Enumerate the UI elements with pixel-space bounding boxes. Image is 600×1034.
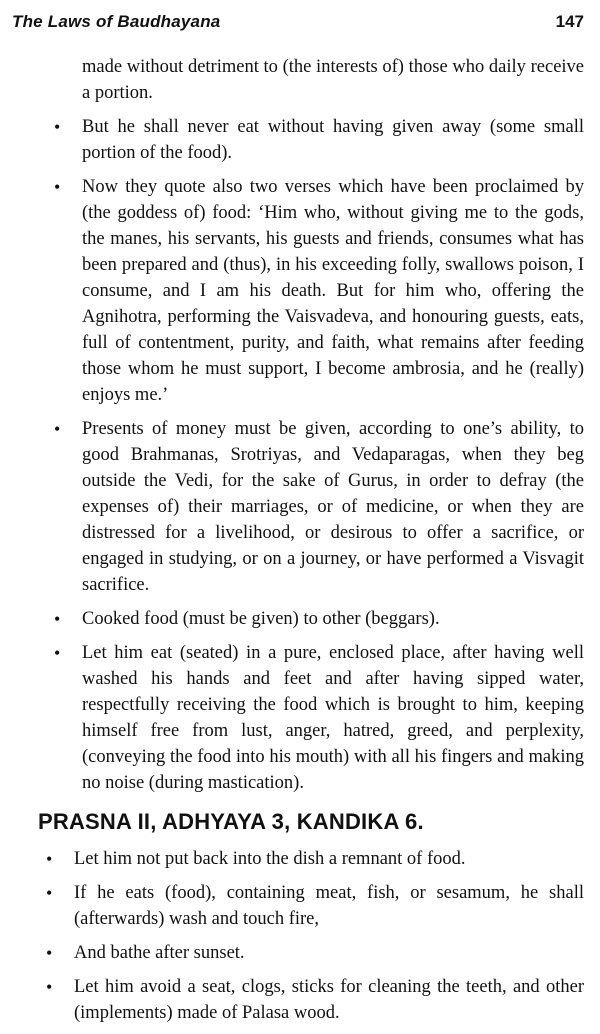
paragraph-continuation (50, 54, 584, 106)
paragraph-text: made without detriment to (the interests of) those who daily receive a portion. (82, 57, 584, 103)
paragraph-text: Now they quote also two verses which have been proclaimed by (the goddess of) food: ‘Him who, without giving me to the gods, the manes, his servants, his guests and friends, consumes what has been prepared and (thus), in his exceeding folly, swallows poison, I consume, and I am his death. But for him who, offering the Agnihotra, performing the Vaisvadeva, and honouring guests, eats, full of contentment, purity, and faith, what remains after feeding those whom he must support, I become ambrosia, and he (really) enjoys me.’ (82, 177, 584, 405)
bullet-marker: • (46, 977, 53, 997)
paragraph-text: And bathe after sunset. (74, 943, 245, 963)
bulleted-paragraph (46, 846, 584, 872)
bulleted-paragraph (50, 416, 584, 598)
bulleted-paragraph (50, 606, 584, 632)
paragraph-text: Presents of money must be given, according to one’s ability, to good Brahmanas, Srotriyas, and Vedaparagas, when they beg outside the Vedi, for the sake of Gurus, in order to defray (the expenses of) their marriages, or of medicine, or when they are distressed for a livelihood, or desirous to offer a sacrifice, or engaged in studying, or on a journey, or have performed a Visvagit sacrifice. (82, 419, 584, 595)
bullet-marker: • (46, 849, 53, 869)
bulleted-paragraph (50, 174, 584, 408)
paragraph-text: Let him avoid a seat, clogs, sticks for cleaning the teeth, and other (implements) made of Palasa wood. (74, 977, 584, 1023)
bulleted-paragraph (50, 114, 584, 166)
bullet-marker: • (54, 117, 61, 137)
bulleted-paragraph (46, 880, 584, 932)
running-header (12, 12, 584, 42)
bulleted-paragraph (46, 940, 584, 966)
bullet-marker: • (54, 609, 61, 629)
paragraph-text: Cooked food (must be given) to other (beggars). (82, 609, 440, 629)
bullet-marker: • (54, 177, 61, 197)
bullet-marker: • (54, 419, 61, 439)
bullet-marker: • (46, 883, 53, 903)
paragraph-text: But he shall never eat without having given away (some small portion of the food). (82, 117, 584, 163)
bulleted-paragraph (46, 974, 584, 1026)
bulleted-paragraph (50, 640, 584, 796)
bullet-marker: • (54, 643, 61, 663)
section-body (46, 846, 584, 1026)
paragraph-text: Let him not put back into the dish a remnant of food. (74, 849, 466, 869)
section-heading: PRASNA II, ADHYAYA 3, KANDIKA 6. (38, 809, 424, 834)
running-title: The Laws of Baudhayana (12, 12, 221, 31)
page-number: 147 (555, 12, 584, 31)
paragraph-text: If he eats (food), containing meat, fish, or sesamum, he shall (afterwards) wash and touch fire, (74, 883, 584, 929)
bullet-marker: • (46, 943, 53, 963)
page-body (38, 54, 584, 1034)
paragraph-text: Let him eat (seated) in a pure, enclosed place, after having well washed his hands and feet and after having sipped water, respectfully receiving the food which is brought to him, keeping himself free from lust, anger, hatred, greed, and perplexity, (conveying the food into his mouth) with all his fingers and making no noise (during mastication). (82, 643, 584, 793)
